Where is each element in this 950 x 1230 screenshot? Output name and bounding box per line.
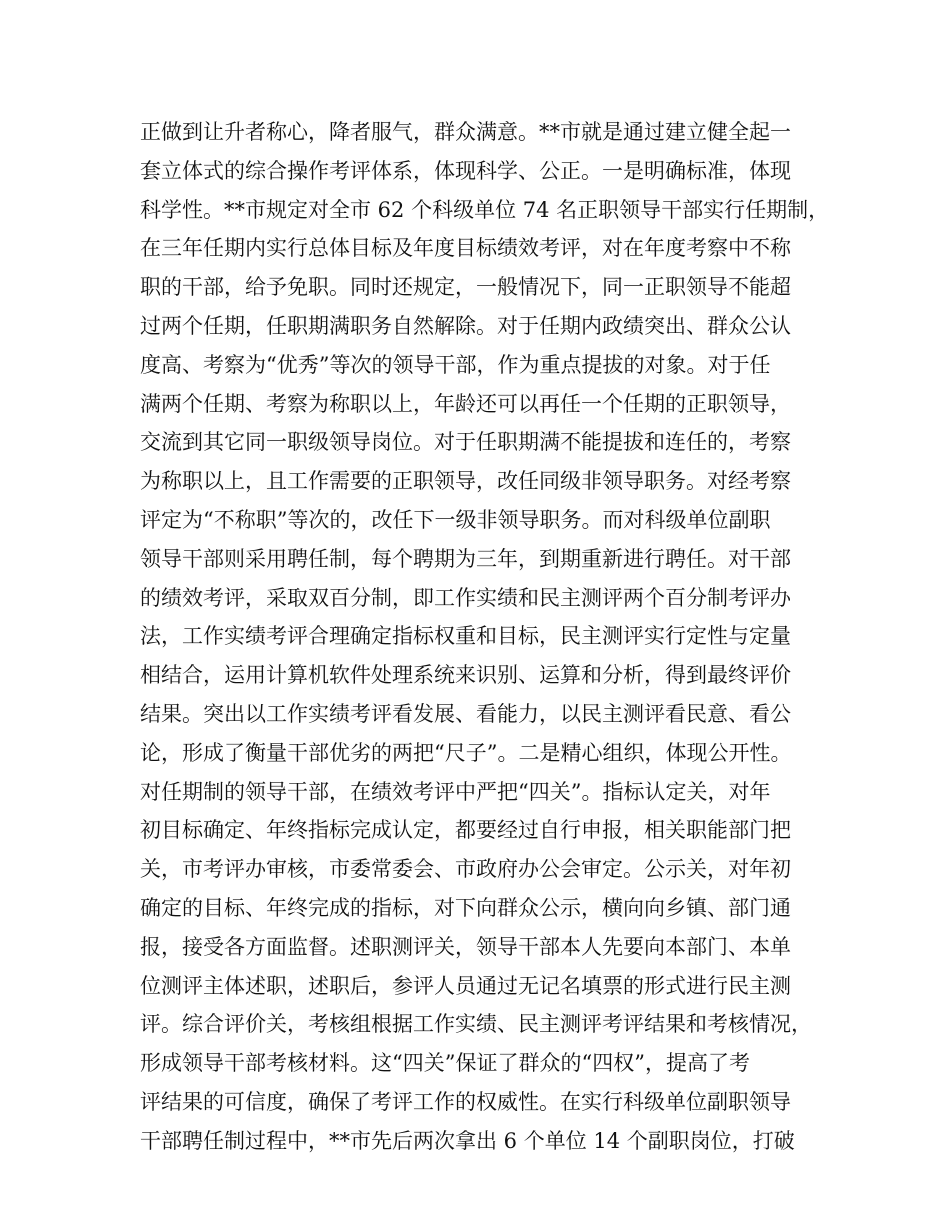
text-line: 评结果的可信度，确保了考评工作的权威性。在实行科级单位副职领导 xyxy=(140,1089,791,1114)
text-line: 确定的目标、年终完成的指标，对下向群众公示，横向向乡镇、部门通 xyxy=(140,895,791,920)
text-line: 度高、考察为“优秀”等次的领导干部，作为重点提拔的对象。对于任 xyxy=(140,352,771,377)
text-line: 为称职以上，且工作需要的正职领导，改任同级非领导职务。对经考察 xyxy=(140,469,791,494)
text-line: 科学性。**市规定对全市 62 个科级单位 74 名正职领导干部实行任期制， xyxy=(140,197,830,222)
text-line: 过两个任期，任职期满职务自然解除。对于任期内政绩突出、群众公认 xyxy=(140,313,791,338)
text-line: 法，工作实绩考评合理确定指标权重和目标，民主测评实行定性与定量 xyxy=(140,624,791,649)
text-line: 对任期制的领导干部，在绩效考评中严把“四关”。指标认定关，对年 xyxy=(140,779,771,804)
text-line: 初目标确定、年终指标完成认定，都要经过自行申报，相关职能部门把 xyxy=(140,818,791,843)
text-line: 报，接受各方面监督。述职测评关，领导干部本人先要向本部门、本单 xyxy=(140,934,791,959)
text-line: 相结合，运用计算机软件处理系统来识别、运算和分析，得到最终评价 xyxy=(140,663,791,688)
text-line: 形成领导干部考核材料。这“四关”保证了群众的“四权”，提高了考 xyxy=(140,1051,750,1076)
text-line: 评。综合评价关，考核组根据工作实绩、民主测评考评结果和考核情况， xyxy=(140,1012,812,1037)
text-line: 在三年任期内实行总体目标及年度目标绩效考评，对在年度考察中不称 xyxy=(140,236,791,261)
text-line: 位测评主体述职，述职后，参评人员通过无记名填票的形式进行民主测 xyxy=(140,973,791,998)
text-line: 评定为“不称职”等次的，改任下一级非领导职务。而对科级单位副职 xyxy=(140,507,771,532)
text-line: 正做到让升者称心，降者服气，群众满意。**市就是通过建立健全起一 xyxy=(140,120,791,144)
text-line: 领导干部则采用聘任制，每个聘期为三年，到期重新进行聘任。对干部 xyxy=(140,546,791,571)
text-line: 论，形成了衡量干部优劣的两把“尺子”。二是精心组织，体现公开性。 xyxy=(140,740,792,765)
text-line: 的绩效考评，采取双百分制，即工作实绩和民主测评两个百分制考评办 xyxy=(140,585,791,610)
body-text xyxy=(140,113,840,1161)
text-line: 干部聘任制过程中，**市先后两次拿出 6 个单位 14 个副职岗位，打破 xyxy=(140,1128,795,1153)
text-line: 关，市考评办审核，市委常委会、市政府办公会审定。公示关，对年初 xyxy=(140,857,791,882)
text-line: 满两个任期、考察为称职以上，年龄还可以再任一个任期的正职领导， xyxy=(140,391,791,416)
text-line: 交流到其它同一职级领导岗位。对于任职期满不能提拔和连任的，考察 xyxy=(140,430,791,455)
text-line: 结果。突出以工作实绩考评看发展、看能力，以民主测评看民意、看公 xyxy=(140,701,791,726)
text-line: 套立体式的综合操作考评体系，体现科学、公正。一是明确标准，体现 xyxy=(140,158,791,183)
text-line: 职的干部，给予免职。同时还规定，一般情况下，同一正职领导不能超 xyxy=(140,275,791,300)
